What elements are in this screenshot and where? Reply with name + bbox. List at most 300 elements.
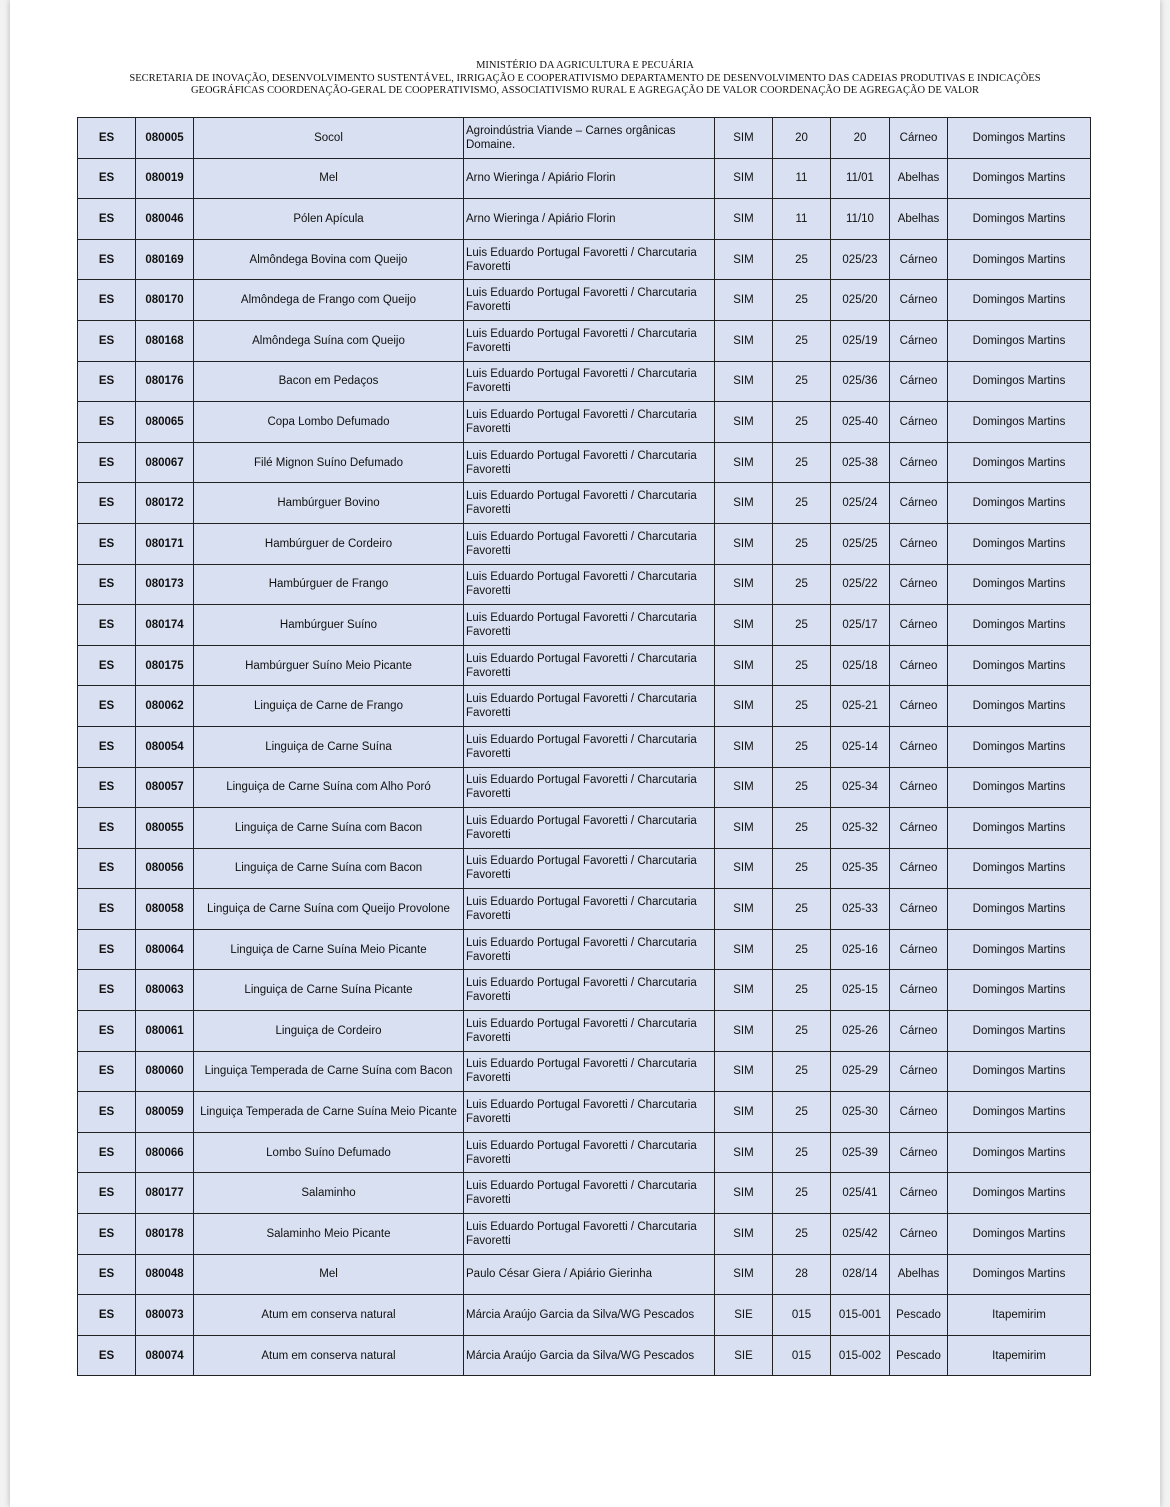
- inspection-cell: SIM: [715, 1011, 773, 1052]
- number-cell: 25: [773, 645, 831, 686]
- category-cell: Cárneo: [890, 726, 948, 767]
- header-ministry: MINISTÉRIO DA AGRICULTURA E PECUÁRIA: [476, 60, 694, 71]
- municipality-cell: Domingos Martins: [948, 726, 1091, 767]
- inspection-cell: SIM: [715, 1132, 773, 1173]
- inspection-cell: SIM: [715, 970, 773, 1011]
- number-cell: 25: [773, 1214, 831, 1255]
- state-cell: ES: [78, 686, 136, 727]
- code-cell: 080060: [136, 1051, 194, 1092]
- table-row: [78, 848, 1091, 889]
- table-row: [78, 1132, 1091, 1173]
- registration-cell: 11/10: [831, 199, 890, 240]
- municipality-cell: Domingos Martins: [948, 605, 1091, 646]
- number-cell: 25: [773, 1051, 831, 1092]
- municipality-cell: Domingos Martins: [948, 1132, 1091, 1173]
- code-cell: 080055: [136, 808, 194, 849]
- registration-cell: 025-34: [831, 767, 890, 808]
- inspection-cell: SIM: [715, 280, 773, 321]
- producer-cell: Luis Eduardo Portugal Favoretti / Charcutaria Favoretti: [464, 1092, 715, 1133]
- number-cell: 20: [773, 118, 831, 159]
- category-cell: Cárneo: [890, 1011, 948, 1052]
- table-row: [78, 320, 1091, 361]
- state-cell: ES: [78, 483, 136, 524]
- number-cell: 25: [773, 1092, 831, 1133]
- registration-cell: 025/42: [831, 1214, 890, 1255]
- product-cell: Linguiça de Cordeiro: [194, 1011, 464, 1052]
- registration-cell: 025/36: [831, 361, 890, 402]
- table-row: [78, 686, 1091, 727]
- document-header: [10, 60, 1160, 98]
- registration-cell: 025-21: [831, 686, 890, 727]
- producer-cell: Luis Eduardo Portugal Favoretti / Charcutaria Favoretti: [464, 523, 715, 564]
- state-cell: ES: [78, 118, 136, 159]
- number-cell: 25: [773, 848, 831, 889]
- product-cell: Mel: [194, 1254, 464, 1295]
- municipality-cell: Domingos Martins: [948, 767, 1091, 808]
- registration-cell: 025/22: [831, 564, 890, 605]
- products-table: [77, 117, 1091, 1376]
- state-cell: ES: [78, 199, 136, 240]
- municipality-cell: Domingos Martins: [948, 564, 1091, 605]
- code-cell: 080062: [136, 686, 194, 727]
- inspection-cell: SIM: [715, 361, 773, 402]
- producer-cell: Luis Eduardo Portugal Favoretti / Charcutaria Favoretti: [464, 239, 715, 280]
- code-cell: 080177: [136, 1173, 194, 1214]
- inspection-cell: SIM: [715, 199, 773, 240]
- producer-cell: Luis Eduardo Portugal Favoretti / Charcutaria Favoretti: [464, 1132, 715, 1173]
- producer-cell: Luis Eduardo Portugal Favoretti / Charcutaria Favoretti: [464, 645, 715, 686]
- state-cell: ES: [78, 1011, 136, 1052]
- registration-cell: 028/14: [831, 1254, 890, 1295]
- registration-cell: 015-001: [831, 1295, 890, 1336]
- municipality-cell: Domingos Martins: [948, 686, 1091, 727]
- state-cell: ES: [78, 605, 136, 646]
- table-row: [78, 402, 1091, 443]
- product-cell: Lombo Suíno Defumado: [194, 1132, 464, 1173]
- municipality-cell: Domingos Martins: [948, 1011, 1091, 1052]
- table-row: [78, 1011, 1091, 1052]
- registration-cell: 025-32: [831, 808, 890, 849]
- state-cell: ES: [78, 361, 136, 402]
- number-cell: 25: [773, 726, 831, 767]
- number-cell: 25: [773, 564, 831, 605]
- municipality-cell: Domingos Martins: [948, 1173, 1091, 1214]
- registration-cell: 025/23: [831, 239, 890, 280]
- code-cell: 080065: [136, 402, 194, 443]
- number-cell: 25: [773, 605, 831, 646]
- category-cell: Cárneo: [890, 970, 948, 1011]
- table-row: [78, 442, 1091, 483]
- inspection-cell: SIM: [715, 848, 773, 889]
- producer-cell: Luis Eduardo Portugal Favoretti / Charcutaria Favoretti: [464, 361, 715, 402]
- registration-cell: 025-29: [831, 1051, 890, 1092]
- code-cell: 080073: [136, 1295, 194, 1336]
- category-cell: Cárneo: [890, 848, 948, 889]
- table-row: [78, 889, 1091, 930]
- inspection-cell: SIM: [715, 158, 773, 199]
- code-cell: 080056: [136, 848, 194, 889]
- municipality-cell: Domingos Martins: [948, 1051, 1091, 1092]
- product-cell: Linguiça Temperada de Carne Suína Meio Picante: [194, 1092, 464, 1133]
- category-cell: Cárneo: [890, 483, 948, 524]
- category-cell: Cárneo: [890, 808, 948, 849]
- header-secretariat: SECRETARIA DE INOVAÇÃO, DESENVOLVIMENTO SUSTENTÁVEL, IRRIGAÇÃO E COOPERATIVISMO DEPARTAMENTO DE DESENVOLVIMENTO DAS CADEIAS PRODUTIVAS E INDICAÇÕES: [129, 72, 1041, 84]
- inspection-cell: SIM: [715, 808, 773, 849]
- table-row: [78, 808, 1091, 849]
- category-cell: Cárneo: [890, 929, 948, 970]
- category-cell: Pescado: [890, 1335, 948, 1376]
- table-row: [78, 361, 1091, 402]
- registration-cell: 025-35: [831, 848, 890, 889]
- product-cell: Atum em conserva natural: [194, 1295, 464, 1336]
- product-cell: Linguiça de Carne Suína com Bacon: [194, 808, 464, 849]
- table-row: [78, 970, 1091, 1011]
- product-cell: Hambúrguer Suíno: [194, 605, 464, 646]
- municipality-cell: Domingos Martins: [948, 970, 1091, 1011]
- category-cell: Abelhas: [890, 1254, 948, 1295]
- producer-cell: Luis Eduardo Portugal Favoretti / Charcutaria Favoretti: [464, 1214, 715, 1255]
- state-cell: ES: [78, 158, 136, 199]
- product-cell: Socol: [194, 118, 464, 159]
- registration-cell: 025-33: [831, 889, 890, 930]
- registration-cell: 11/01: [831, 158, 890, 199]
- producer-cell: Luis Eduardo Portugal Favoretti / Charcutaria Favoretti: [464, 970, 715, 1011]
- code-cell: 080061: [136, 1011, 194, 1052]
- category-cell: Cárneo: [890, 889, 948, 930]
- code-cell: 080172: [136, 483, 194, 524]
- product-cell: Pólen Apícula: [194, 199, 464, 240]
- category-cell: Cárneo: [890, 402, 948, 443]
- municipality-cell: Domingos Martins: [948, 808, 1091, 849]
- code-cell: 080057: [136, 767, 194, 808]
- code-cell: 080046: [136, 199, 194, 240]
- number-cell: 25: [773, 320, 831, 361]
- registration-cell: 025-26: [831, 1011, 890, 1052]
- table-row: [78, 645, 1091, 686]
- table-row: [78, 929, 1091, 970]
- registration-cell: 025/20: [831, 280, 890, 321]
- number-cell: 11: [773, 158, 831, 199]
- municipality-cell: Domingos Martins: [948, 483, 1091, 524]
- category-cell: Abelhas: [890, 199, 948, 240]
- municipality-cell: Domingos Martins: [948, 523, 1091, 564]
- category-cell: Cárneo: [890, 118, 948, 159]
- inspection-cell: SIM: [715, 645, 773, 686]
- producer-cell: Luis Eduardo Portugal Favoretti / Charcutaria Favoretti: [464, 808, 715, 849]
- number-cell: 25: [773, 483, 831, 524]
- producer-cell: Luis Eduardo Portugal Favoretti / Charcutaria Favoretti: [464, 605, 715, 646]
- table-row: [78, 605, 1091, 646]
- number-cell: 25: [773, 808, 831, 849]
- registration-cell: 025-30: [831, 1092, 890, 1133]
- number-cell: 25: [773, 239, 831, 280]
- code-cell: 080066: [136, 1132, 194, 1173]
- inspection-cell: SIM: [715, 1173, 773, 1214]
- state-cell: ES: [78, 564, 136, 605]
- category-cell: Cárneo: [890, 442, 948, 483]
- inspection-cell: SIM: [715, 320, 773, 361]
- code-cell: 080171: [136, 523, 194, 564]
- number-cell: 25: [773, 767, 831, 808]
- producer-cell: Luis Eduardo Portugal Favoretti / Charcutaria Favoretti: [464, 280, 715, 321]
- municipality-cell: Domingos Martins: [948, 280, 1091, 321]
- municipality-cell: Domingos Martins: [948, 158, 1091, 199]
- table-row: [78, 523, 1091, 564]
- producer-cell: Luis Eduardo Portugal Favoretti / Charcutaria Favoretti: [464, 889, 715, 930]
- state-cell: ES: [78, 726, 136, 767]
- table-row: [78, 1214, 1091, 1255]
- producer-cell: Márcia Araújo Garcia da Silva/WG Pescados: [464, 1335, 715, 1376]
- inspection-cell: SIM: [715, 564, 773, 605]
- inspection-cell: SIM: [715, 686, 773, 727]
- code-cell: 080054: [136, 726, 194, 767]
- state-cell: ES: [78, 1295, 136, 1336]
- product-cell: Copa Lombo Defumado: [194, 402, 464, 443]
- producer-cell: Luis Eduardo Portugal Favoretti / Charcutaria Favoretti: [464, 320, 715, 361]
- municipality-cell: Domingos Martins: [948, 1092, 1091, 1133]
- state-cell: ES: [78, 1092, 136, 1133]
- table-row: [78, 1173, 1091, 1214]
- municipality-cell: Domingos Martins: [948, 929, 1091, 970]
- category-cell: Cárneo: [890, 1092, 948, 1133]
- state-cell: ES: [78, 645, 136, 686]
- category-cell: Cárneo: [890, 320, 948, 361]
- municipality-cell: Domingos Martins: [948, 442, 1091, 483]
- state-cell: ES: [78, 402, 136, 443]
- product-cell: Salaminho: [194, 1173, 464, 1214]
- state-cell: ES: [78, 767, 136, 808]
- producer-cell: Luis Eduardo Portugal Favoretti / Charcutaria Favoretti: [464, 848, 715, 889]
- registration-cell: 025/24: [831, 483, 890, 524]
- state-cell: ES: [78, 239, 136, 280]
- product-cell: Filé Mignon Suíno Defumado: [194, 442, 464, 483]
- municipality-cell: Domingos Martins: [948, 848, 1091, 889]
- code-cell: 080064: [136, 929, 194, 970]
- number-cell: 25: [773, 1011, 831, 1052]
- state-cell: ES: [78, 442, 136, 483]
- producer-cell: Luis Eduardo Portugal Favoretti / Charcutaria Favoretti: [464, 686, 715, 727]
- state-cell: ES: [78, 1173, 136, 1214]
- table-row: [78, 199, 1091, 240]
- number-cell: 25: [773, 523, 831, 564]
- producer-cell: Paulo César Giera / Apiário Gierinha: [464, 1254, 715, 1295]
- municipality-cell: Domingos Martins: [948, 1254, 1091, 1295]
- code-cell: 080178: [136, 1214, 194, 1255]
- category-cell: Cárneo: [890, 564, 948, 605]
- product-cell: Linguiça de Carne Suína Meio Picante: [194, 929, 464, 970]
- producer-cell: Luis Eduardo Portugal Favoretti / Charcutaria Favoretti: [464, 1011, 715, 1052]
- inspection-cell: SIM: [715, 523, 773, 564]
- producer-cell: Arno Wieringa / Apiário Florin: [464, 199, 715, 240]
- category-cell: Cárneo: [890, 1173, 948, 1214]
- state-cell: ES: [78, 1132, 136, 1173]
- number-cell: 28: [773, 1254, 831, 1295]
- number-cell: 015: [773, 1335, 831, 1376]
- product-cell: Hambúrguer Bovino: [194, 483, 464, 524]
- inspection-cell: SIE: [715, 1295, 773, 1336]
- number-cell: 11: [773, 199, 831, 240]
- table-row: [78, 1092, 1091, 1133]
- municipality-cell: Domingos Martins: [948, 645, 1091, 686]
- table-row: [78, 1254, 1091, 1295]
- registration-cell: 025/25: [831, 523, 890, 564]
- municipality-cell: Domingos Martins: [948, 320, 1091, 361]
- code-cell: 080059: [136, 1092, 194, 1133]
- product-cell: Atum em conserva natural: [194, 1335, 464, 1376]
- category-cell: Cárneo: [890, 361, 948, 402]
- category-cell: Cárneo: [890, 645, 948, 686]
- registration-cell: 025-40: [831, 402, 890, 443]
- product-cell: Almôndega de Frango com Queijo: [194, 280, 464, 321]
- table-row: [78, 239, 1091, 280]
- state-cell: ES: [78, 970, 136, 1011]
- table-row: [78, 1295, 1091, 1336]
- code-cell: 080074: [136, 1335, 194, 1376]
- inspection-cell: SIM: [715, 442, 773, 483]
- inspection-cell: SIM: [715, 767, 773, 808]
- state-cell: ES: [78, 1214, 136, 1255]
- inspection-cell: SIM: [715, 1051, 773, 1092]
- registration-cell: 025-39: [831, 1132, 890, 1173]
- producer-cell: Luis Eduardo Portugal Favoretti / Charcutaria Favoretti: [464, 929, 715, 970]
- code-cell: 080005: [136, 118, 194, 159]
- registration-cell: 025-38: [831, 442, 890, 483]
- product-cell: Almôndega Suína com Queijo: [194, 320, 464, 361]
- inspection-cell: SIM: [715, 1254, 773, 1295]
- table-row: [78, 483, 1091, 524]
- municipality-cell: Domingos Martins: [948, 361, 1091, 402]
- table-row: [78, 280, 1091, 321]
- category-cell: Cárneo: [890, 686, 948, 727]
- number-cell: 25: [773, 970, 831, 1011]
- code-cell: 080170: [136, 280, 194, 321]
- table-row: [78, 1051, 1091, 1092]
- table-row: [78, 118, 1091, 159]
- number-cell: 015: [773, 1295, 831, 1336]
- product-cell: Linguiça Temperada de Carne Suína com Bacon: [194, 1051, 464, 1092]
- number-cell: 25: [773, 361, 831, 402]
- product-cell: Hambúrguer de Cordeiro: [194, 523, 464, 564]
- category-cell: Abelhas: [890, 158, 948, 199]
- inspection-cell: SIM: [715, 1214, 773, 1255]
- municipality-cell: Itapemirim: [948, 1295, 1091, 1336]
- product-cell: Linguiça de Carne Suína com Queijo Provolone: [194, 889, 464, 930]
- code-cell: 080063: [136, 970, 194, 1011]
- inspection-cell: SIM: [715, 929, 773, 970]
- header-coordination: GEOGRÁFICAS COORDENAÇÃO-GERAL DE COOPERATIVISMO, ASSOCIATIVISMO RURAL E AGREGAÇÃO DE VALOR COORDENAÇÃO DE AGREGAÇÃO DE VALOR: [190, 85, 980, 96]
- number-cell: 25: [773, 402, 831, 443]
- table-row: [78, 158, 1091, 199]
- product-cell: Linguiça de Carne de Frango: [194, 686, 464, 727]
- product-cell: Salaminho Meio Picante: [194, 1214, 464, 1255]
- inspection-cell: SIM: [715, 483, 773, 524]
- producer-cell: Luis Eduardo Portugal Favoretti / Charcutaria Favoretti: [464, 442, 715, 483]
- table-row: [78, 564, 1091, 605]
- product-cell: Hambúrguer Suíno Meio Picante: [194, 645, 464, 686]
- table-row: [78, 726, 1091, 767]
- state-cell: ES: [78, 929, 136, 970]
- producer-cell: Luis Eduardo Portugal Favoretti / Charcutaria Favoretti: [464, 1051, 715, 1092]
- document-page: [10, 0, 1160, 1507]
- producer-cell: Luis Eduardo Portugal Favoretti / Charcutaria Favoretti: [464, 1173, 715, 1214]
- inspection-cell: SIM: [715, 889, 773, 930]
- inspection-cell: SIM: [715, 118, 773, 159]
- table-row: [78, 767, 1091, 808]
- code-cell: 080173: [136, 564, 194, 605]
- inspection-cell: SIM: [715, 726, 773, 767]
- product-cell: Linguiça de Carne Suína com Bacon: [194, 848, 464, 889]
- code-cell: 080168: [136, 320, 194, 361]
- registration-cell: 025/19: [831, 320, 890, 361]
- municipality-cell: Domingos Martins: [948, 889, 1091, 930]
- code-cell: 080048: [136, 1254, 194, 1295]
- category-cell: Cárneo: [890, 280, 948, 321]
- state-cell: ES: [78, 808, 136, 849]
- registration-cell: 20: [831, 118, 890, 159]
- category-cell: Cárneo: [890, 1051, 948, 1092]
- inspection-cell: SIE: [715, 1335, 773, 1376]
- state-cell: ES: [78, 848, 136, 889]
- product-cell: Bacon em Pedaços: [194, 361, 464, 402]
- product-cell: Linguiça de Carne Suína: [194, 726, 464, 767]
- municipality-cell: Domingos Martins: [948, 1214, 1091, 1255]
- registration-cell: 015-002: [831, 1335, 890, 1376]
- producer-cell: Arno Wieringa / Apiário Florin: [464, 158, 715, 199]
- state-cell: ES: [78, 1051, 136, 1092]
- table-body: [78, 118, 1091, 1376]
- producer-cell: Luis Eduardo Portugal Favoretti / Charcutaria Favoretti: [464, 483, 715, 524]
- producer-cell: Luis Eduardo Portugal Favoretti / Charcutaria Favoretti: [464, 767, 715, 808]
- state-cell: ES: [78, 889, 136, 930]
- producer-cell: Luis Eduardo Portugal Favoretti / Charcutaria Favoretti: [464, 564, 715, 605]
- category-cell: Cárneo: [890, 523, 948, 564]
- producer-cell: Luis Eduardo Portugal Favoretti / Charcutaria Favoretti: [464, 726, 715, 767]
- state-cell: ES: [78, 320, 136, 361]
- inspection-cell: SIM: [715, 1092, 773, 1133]
- municipality-cell: Itapemirim: [948, 1335, 1091, 1376]
- code-cell: 080067: [136, 442, 194, 483]
- state-cell: ES: [78, 280, 136, 321]
- municipality-cell: Domingos Martins: [948, 199, 1091, 240]
- number-cell: 25: [773, 686, 831, 727]
- municipality-cell: Domingos Martins: [948, 118, 1091, 159]
- number-cell: 25: [773, 1173, 831, 1214]
- code-cell: 080058: [136, 889, 194, 930]
- state-cell: ES: [78, 1254, 136, 1295]
- number-cell: 25: [773, 280, 831, 321]
- number-cell: 25: [773, 889, 831, 930]
- code-cell: 080169: [136, 239, 194, 280]
- product-cell: Mel: [194, 158, 464, 199]
- inspection-cell: SIM: [715, 239, 773, 280]
- category-cell: Cárneo: [890, 767, 948, 808]
- code-cell: 080176: [136, 361, 194, 402]
- product-cell: Linguiça de Carne Suína com Alho Poró: [194, 767, 464, 808]
- category-cell: Cárneo: [890, 1132, 948, 1173]
- producer-cell: Luis Eduardo Portugal Favoretti / Charcutaria Favoretti: [464, 402, 715, 443]
- table-row: [78, 1335, 1091, 1376]
- category-cell: Cárneo: [890, 1214, 948, 1255]
- category-cell: Cárneo: [890, 239, 948, 280]
- product-cell: Hambúrguer de Frango: [194, 564, 464, 605]
- category-cell: Cárneo: [890, 605, 948, 646]
- registration-cell: 025-14: [831, 726, 890, 767]
- producer-cell: Agroindústria Viande – Carnes orgânicas Domaine.: [464, 118, 715, 159]
- municipality-cell: Domingos Martins: [948, 402, 1091, 443]
- registration-cell: 025/18: [831, 645, 890, 686]
- product-cell: Linguiça de Carne Suína Picante: [194, 970, 464, 1011]
- code-cell: 080175: [136, 645, 194, 686]
